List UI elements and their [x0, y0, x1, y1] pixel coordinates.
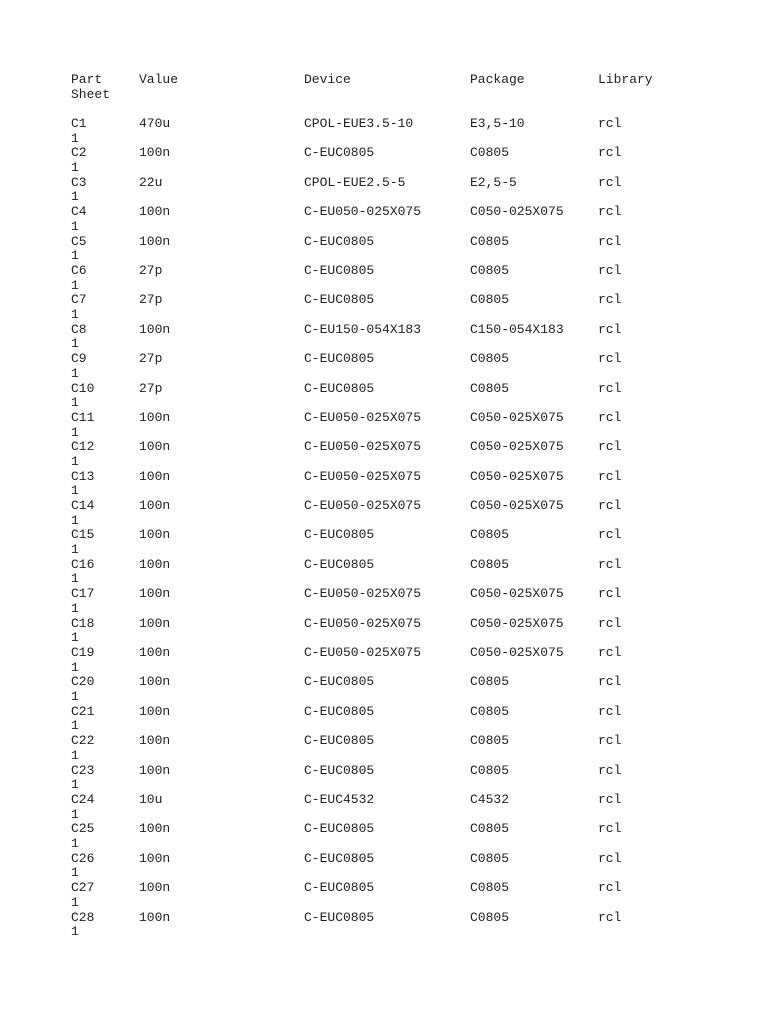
cell-value: 100n [139, 439, 171, 455]
header-value: Value [139, 72, 179, 87]
cell-sheet: 1 [71, 395, 79, 411]
cell-sheet: 1 [71, 865, 79, 881]
table-row [71, 117, 711, 146]
cell-value: 100n [139, 586, 171, 602]
cell-device: C-EUC0805 [304, 145, 375, 161]
header-sheet: Sheet [71, 86, 111, 102]
cell-device: C-EUC0805 [304, 351, 375, 367]
cell-package: C050-025X075 [470, 409, 564, 425]
cell-device: C-EUC0805 [304, 292, 375, 308]
cell-package: C0805 [470, 556, 510, 572]
cell-package: C150-054X183 [470, 321, 564, 337]
cell-part: C2 [71, 145, 87, 161]
cell-package: C0805 [470, 762, 510, 778]
cell-sheet: 1 [71, 189, 79, 205]
cell-package: C050-025X075 [470, 468, 564, 484]
cell-library: rcl [598, 586, 622, 602]
table-row [71, 499, 711, 528]
cell-sheet: 1 [71, 277, 79, 293]
parts-list [71, 73, 711, 940]
cell-sheet: 1 [71, 659, 79, 675]
cell-sheet: 1 [71, 924, 79, 940]
table-row [71, 411, 711, 440]
cell-package: C0805 [470, 527, 510, 543]
cell-device: C-EU050-025X075 [304, 645, 422, 661]
cell-part: C24 [71, 791, 95, 807]
cell-sheet: 1 [71, 718, 79, 734]
table-row [71, 323, 711, 352]
cell-part: C11 [71, 409, 95, 425]
cell-package: C0805 [470, 880, 510, 896]
cell-device: C-EUC0805 [304, 850, 375, 866]
cell-part: C9 [71, 351, 87, 367]
cell-device: CPOL-EUE3.5-10 [304, 116, 414, 131]
table-row [71, 881, 711, 910]
cell-value: 100n [139, 909, 171, 925]
cell-sheet: 1 [71, 306, 79, 322]
cell-device: C-EUC0805 [304, 262, 375, 278]
cell-part: C14 [71, 498, 95, 514]
cell-part: C28 [71, 909, 95, 925]
cell-device: C-EUC0805 [304, 556, 375, 572]
cell-device: C-EUC0805 [304, 880, 375, 896]
cell-package: C0805 [470, 703, 510, 719]
table-row [71, 146, 711, 175]
table-row [71, 822, 711, 851]
cell-library: rcl [598, 645, 622, 661]
cell-package: C050-025X075 [470, 586, 564, 602]
cell-library: rcl [598, 762, 622, 778]
cell-device: CPOL-EUE2.5-5 [304, 174, 406, 190]
cell-value: 27p [139, 262, 163, 278]
cell-sheet: 1 [71, 571, 79, 587]
cell-part: C23 [71, 762, 95, 778]
cell-value: 100n [139, 850, 171, 866]
cell-value: 100n [139, 498, 171, 514]
cell-sheet: 1 [71, 159, 79, 175]
cell-sheet: 1 [71, 512, 79, 528]
cell-library: rcl [598, 292, 622, 308]
cell-sheet: 1 [71, 336, 79, 352]
header-package: Package [470, 72, 525, 87]
cell-device: C-EU050-025X075 [304, 498, 422, 514]
cell-device: C-EU150-054X183 [304, 321, 422, 337]
cell-device: C-EU050-025X075 [304, 439, 422, 455]
cell-package: C050-025X075 [470, 439, 564, 455]
header-part: Part [71, 72, 103, 87]
cell-device: C-EUC0805 [304, 909, 375, 925]
cell-sheet: 1 [71, 689, 79, 705]
table-row [71, 852, 711, 881]
cell-library: rcl [598, 850, 622, 866]
cell-library: rcl [598, 262, 622, 278]
cell-value: 100n [139, 703, 171, 719]
cell-value: 470u [139, 116, 171, 131]
cell-library: rcl [598, 498, 622, 514]
cell-package: C050-025X075 [470, 204, 564, 220]
cell-package: C0805 [470, 909, 510, 925]
cell-sheet: 1 [71, 248, 79, 264]
cell-part: C7 [71, 292, 87, 308]
cell-device: C-EUC0805 [304, 674, 375, 690]
cell-library: rcl [598, 615, 622, 631]
cell-package: C0805 [470, 351, 510, 367]
cell-sheet: 1 [71, 130, 79, 146]
table-row [71, 587, 711, 616]
cell-library: rcl [598, 321, 622, 337]
cell-value: 10u [139, 791, 163, 807]
cell-value: 100n [139, 233, 171, 249]
cell-sheet: 1 [71, 600, 79, 616]
cell-value: 100n [139, 204, 171, 220]
cell-value: 22u [139, 174, 163, 190]
table-row [71, 617, 711, 646]
cell-device: C-EUC0805 [304, 527, 375, 543]
table-row [71, 558, 711, 587]
cell-device: C-EUC0805 [304, 762, 375, 778]
table-row [71, 440, 711, 469]
cell-library: rcl [598, 468, 622, 484]
cell-part: C1 [71, 116, 87, 131]
cell-package: C0805 [470, 262, 510, 278]
cell-sheet: 1 [71, 806, 79, 822]
cell-device: C-EU050-025X075 [304, 204, 422, 220]
table-row [71, 470, 711, 499]
cell-device: C-EU050-025X075 [304, 468, 422, 484]
cell-value: 100n [139, 468, 171, 484]
cell-package: C050-025X075 [470, 615, 564, 631]
cell-sheet: 1 [71, 894, 79, 910]
cell-library: rcl [598, 733, 622, 749]
cell-part: C21 [71, 703, 95, 719]
cell-value: 100n [139, 674, 171, 690]
cell-part: C18 [71, 615, 95, 631]
cell-library: rcl [598, 674, 622, 690]
table-row [71, 705, 711, 734]
cell-package: C0805 [470, 145, 510, 161]
cell-sheet: 1 [71, 747, 79, 763]
cell-sheet: 1 [71, 453, 79, 469]
table-row [71, 293, 711, 322]
header-library: Library [598, 72, 653, 87]
cell-package: C0805 [470, 380, 510, 396]
table-row [71, 264, 711, 293]
cell-library: rcl [598, 880, 622, 896]
cell-part: C6 [71, 262, 87, 278]
table-row [71, 793, 711, 822]
cell-package: E3,5-10 [470, 116, 525, 131]
cell-library: rcl [598, 821, 622, 837]
cell-device: C-EUC0805 [304, 380, 375, 396]
cell-part: C22 [71, 733, 95, 749]
cell-package: C0805 [470, 674, 510, 690]
cell-value: 100n [139, 615, 171, 631]
cell-device: C-EUC0805 [304, 703, 375, 719]
cell-library: rcl [598, 116, 622, 131]
cell-value: 100n [139, 409, 171, 425]
cell-package: E2,5-5 [470, 174, 517, 190]
table-row [71, 646, 711, 675]
cell-value: 100n [139, 762, 171, 778]
header-row [71, 73, 711, 117]
cell-device: C-EU050-025X075 [304, 586, 422, 602]
cell-device: C-EU050-025X075 [304, 615, 422, 631]
cell-sheet: 1 [71, 483, 79, 499]
cell-part: C10 [71, 380, 95, 396]
table-row [71, 176, 711, 205]
cell-sheet: 1 [71, 542, 79, 558]
cell-part: C19 [71, 645, 95, 661]
cell-part: C26 [71, 850, 95, 866]
cell-value: 100n [139, 145, 171, 161]
cell-part: C3 [71, 174, 87, 190]
table-row [71, 205, 711, 234]
cell-sheet: 1 [71, 365, 79, 381]
parts-rows [71, 117, 711, 940]
header-device: Device [304, 72, 351, 87]
cell-package: C0805 [470, 733, 510, 749]
cell-part: C12 [71, 439, 95, 455]
cell-device: C-EUC0805 [304, 821, 375, 837]
table-row [71, 528, 711, 557]
cell-library: rcl [598, 791, 622, 807]
table-row [71, 764, 711, 793]
cell-device: C-EU050-025X075 [304, 409, 422, 425]
cell-library: rcl [598, 351, 622, 367]
cell-package: C0805 [470, 292, 510, 308]
cell-value: 100n [139, 321, 171, 337]
cell-value: 27p [139, 351, 163, 367]
cell-library: rcl [598, 909, 622, 925]
cell-library: rcl [598, 409, 622, 425]
cell-library: rcl [598, 556, 622, 572]
cell-value: 27p [139, 380, 163, 396]
cell-package: C0805 [470, 233, 510, 249]
cell-sheet: 1 [71, 218, 79, 234]
cell-library: rcl [598, 174, 622, 190]
table-row [71, 675, 711, 704]
cell-package: C050-025X075 [470, 498, 564, 514]
cell-sheet: 1 [71, 777, 79, 793]
cell-part: C17 [71, 586, 95, 602]
table-row [71, 382, 711, 411]
cell-library: rcl [598, 527, 622, 543]
cell-sheet: 1 [71, 424, 79, 440]
cell-part: C8 [71, 321, 87, 337]
cell-device: C-EUC0805 [304, 733, 375, 749]
cell-sheet: 1 [71, 835, 79, 851]
cell-library: rcl [598, 703, 622, 719]
cell-part: C16 [71, 556, 95, 572]
cell-library: rcl [598, 380, 622, 396]
cell-part: C5 [71, 233, 87, 249]
cell-device: C-EUC0805 [304, 233, 375, 249]
table-row [71, 911, 711, 940]
cell-value: 100n [139, 527, 171, 543]
cell-library: rcl [598, 233, 622, 249]
cell-part: C25 [71, 821, 95, 837]
cell-library: rcl [598, 145, 622, 161]
cell-value: 100n [139, 556, 171, 572]
cell-part: C27 [71, 880, 95, 896]
cell-sheet: 1 [71, 630, 79, 646]
cell-package: C0805 [470, 821, 510, 837]
cell-library: rcl [598, 439, 622, 455]
table-row [71, 734, 711, 763]
cell-library: rcl [598, 204, 622, 220]
cell-part: C13 [71, 468, 95, 484]
cell-part: C20 [71, 674, 95, 690]
cell-value: 27p [139, 292, 163, 308]
cell-package: C050-025X075 [470, 645, 564, 661]
cell-package: C4532 [470, 791, 510, 807]
cell-value: 100n [139, 645, 171, 661]
cell-device: C-EUC4532 [304, 791, 375, 807]
table-row [71, 352, 711, 381]
cell-value: 100n [139, 821, 171, 837]
cell-package: C0805 [470, 850, 510, 866]
cell-value: 100n [139, 880, 171, 896]
cell-part: C4 [71, 204, 87, 220]
cell-part: C15 [71, 527, 95, 543]
cell-value: 100n [139, 733, 171, 749]
table-row [71, 235, 711, 264]
